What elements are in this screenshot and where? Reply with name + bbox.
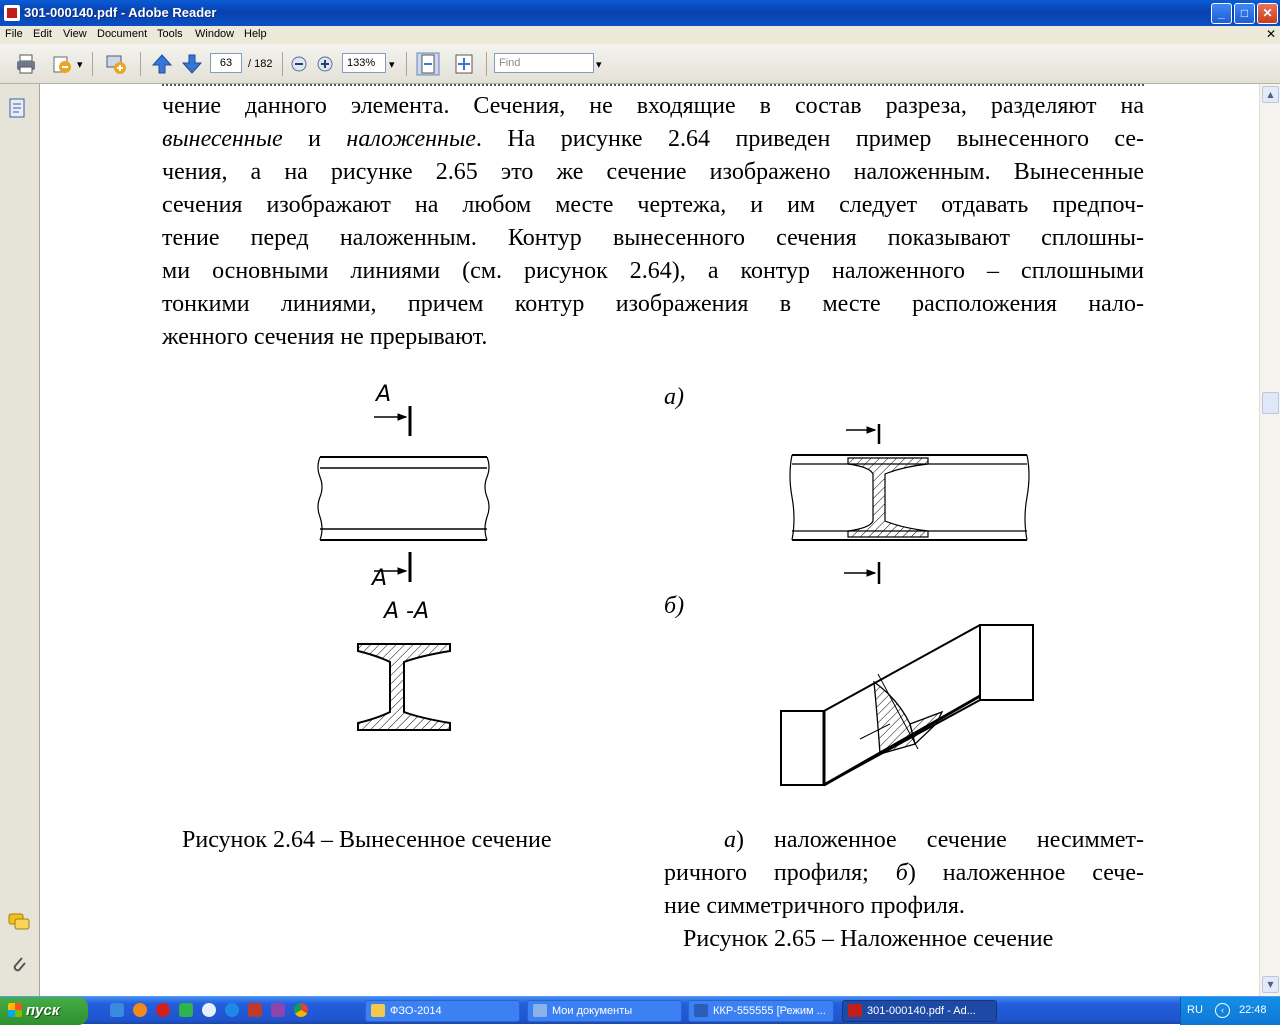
clock: 22:48 [1239,1004,1267,1016]
figure-265-caption: Рисунок 2.65 – Наложенное сечение [683,926,1054,952]
tray-expand-icon[interactable]: ‹ [1215,1003,1230,1018]
scroll-thumb[interactable] [1262,392,1279,414]
fit-page-icon[interactable] [416,52,440,76]
menu-bar [0,26,1280,44]
menu-edit[interactable]: Edit [33,28,52,40]
collaborate-icon[interactable] [104,52,128,76]
figure-265-subcaption-line: ние симметричного профиля. [664,893,965,919]
quicklaunch-app-icon[interactable] [133,1003,147,1017]
figure-264-beam [318,406,489,582]
previous-page-icon[interactable] [150,52,174,76]
doc-close-icon[interactable]: ✕ [1266,27,1277,41]
figure-265a-beam [790,424,1029,584]
paragraph-line: чение данного элемента. Сечения, не входящие в состав разреза, разделяют на [162,93,1144,119]
toolbar-separator [282,52,283,76]
vertical-scrollbar[interactable] [1259,84,1280,996]
chrome-icon[interactable] [294,1003,308,1017]
section-a-a-profile [358,644,450,730]
paragraph-line: чения, а на рисунке 2.65 это же сечение изображено наложенным. Вынесенные [162,159,1144,185]
paragraph-line: тонкими линиями, причем контур изображения в месте расположения нало- [162,291,1144,317]
menu-window[interactable]: Window [195,28,235,40]
toolbar-separator [486,52,487,76]
quicklaunch-app-icon[interactable] [248,1003,262,1017]
next-page-icon[interactable] [180,52,204,76]
quicklaunch-app-icon[interactable] [271,1003,285,1017]
folder-icon [371,1004,385,1017]
section-title-a-a: A -A [384,599,430,624]
print-icon[interactable] [14,52,38,76]
taskbar [0,996,1280,1024]
attachments-icon[interactable] [10,954,28,976]
figure-264-caption: Рисунок 2.64 – Вынесенное сечение [182,827,552,853]
menu-help[interactable]: Help [244,28,267,40]
figure-265-subcaption-line: а) наложенное сечение несиммет- [724,827,1144,853]
zoom-dropdown-icon[interactable]: ▾ [389,59,395,71]
taskbar-item-word[interactable]: ККР-555555 [Режим ... [688,1000,834,1022]
paragraph-line: сечения изображают на любом месте чертежа, и им следует отдавать предпоч- [162,192,1144,218]
paragraph-line: ми основными линиями (см. рисунок 2.64), а контур наложенного – сплошными [162,258,1144,284]
system-tray [1180,997,1280,1025]
page-total: / 182 [248,58,273,70]
start-button[interactable]: пуск [0,997,88,1025]
section-label-a-bottom: A [372,566,388,591]
pdf-icon [848,1004,862,1017]
scroll-up-button[interactable]: ▲ [1262,86,1279,103]
menu-document[interactable]: Document [97,28,148,40]
scroll-down-button[interactable]: ▼ [1262,976,1279,993]
minimize-button[interactable]: _ [1211,3,1232,24]
paragraph-line: вынесенные и наложенные. На рисунке 2.64 приведен пример вынесенного се- [162,126,1145,152]
toolbar-separator [92,52,93,76]
section-label-a-top: A [376,382,392,407]
email-dropdown-icon[interactable]: ▾ [77,59,83,71]
toolbar [0,44,1280,84]
menu-view[interactable]: View [63,28,87,40]
quicklaunch-app-icon[interactable] [202,1003,216,1017]
comments-icon[interactable] [8,912,30,932]
find-input[interactable]: Find [494,53,594,73]
zoom-out-icon[interactable] [290,55,308,73]
menu-file[interactable]: File [5,28,23,40]
taskbar-item-adobe-reader[interactable]: 301-000140.pdf - Ad... [842,1000,997,1022]
show-desktop-icon[interactable] [110,1003,124,1017]
page-number-input[interactable]: 63 [210,53,242,73]
documents-icon [533,1004,547,1017]
word-icon [694,1004,708,1017]
paragraph-line: тение перед наложенным. Контур вынесенного сечения показывают сплошны- [162,225,1144,251]
opera-icon[interactable] [156,1003,170,1017]
language-indicator[interactable]: RU [1187,1004,1203,1016]
close-button[interactable]: ✕ [1257,3,1278,24]
document-viewer[interactable] [40,84,1259,996]
figure-265b-bent-beam [781,625,1033,785]
fit-width-icon[interactable] [452,52,476,76]
toolbar-separator [406,52,407,76]
taskbar-item-my-documents[interactable]: Мои документы [527,1000,682,1022]
pdf-app-icon [4,5,20,21]
toolbar-separator [140,52,141,76]
paragraph-line: женного сечения не прерывают. [162,324,488,350]
maximize-button[interactable]: □ [1234,3,1255,24]
quicklaunch-app-icon[interactable] [179,1003,193,1017]
pages-panel-icon[interactable] [9,98,27,120]
zoom-select[interactable]: 133% [342,53,386,73]
title-bar [0,0,1280,26]
window-title: 301-000140.pdf - Adobe Reader [24,5,217,20]
zoom-in-icon[interactable] [316,55,334,73]
taskbar-item-folder[interactable]: ФЗО-2014 [365,1000,520,1022]
find-dropdown-icon[interactable]: ▾ [596,59,602,71]
email-icon[interactable] [50,52,74,76]
figure-265-label-b: б) [664,593,685,619]
figure-265-label-a: а) [664,384,684,410]
internet-explorer-icon[interactable] [225,1003,239,1017]
menu-tools[interactable]: Tools [157,28,183,40]
figure-265-subcaption-line: ричного профиля; б) наложенное сече- [664,860,1144,886]
navigation-pane [0,84,40,996]
